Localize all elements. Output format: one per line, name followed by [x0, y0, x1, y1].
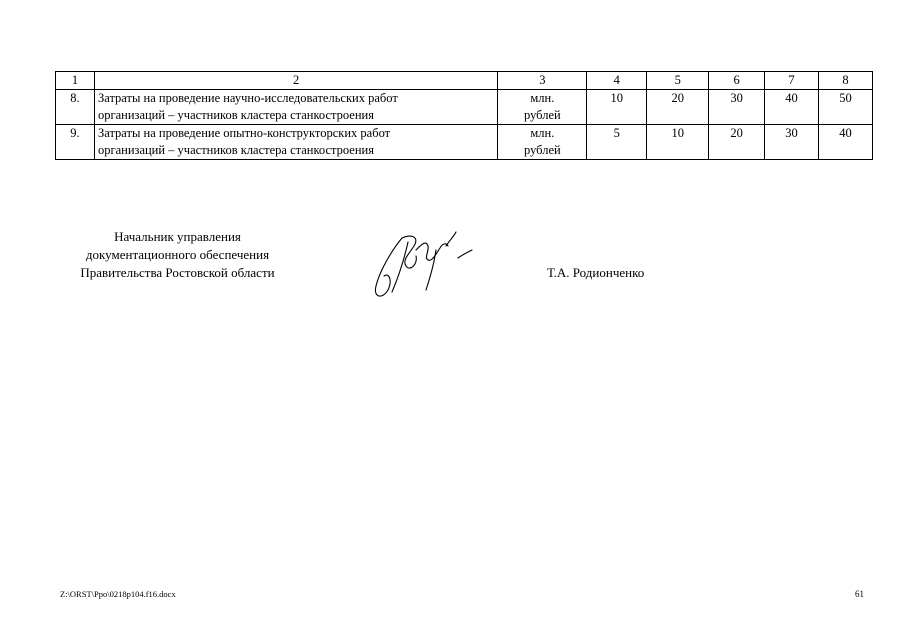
signatory-name: Т.А. Родионченко [547, 265, 645, 280]
value-cell: 10 [647, 125, 709, 160]
header-cell: 1 [56, 72, 95, 90]
header-cell: 2 [94, 72, 497, 90]
table-row [56, 90, 873, 125]
row-unit [498, 125, 587, 160]
row-unit-line: млн. [530, 91, 555, 105]
value-cell: 5 [587, 125, 647, 160]
header-cell: 7 [765, 72, 819, 90]
signatory-title-line: документационного обеспечения [85, 247, 270, 262]
handwritten-signature [362, 220, 482, 310]
header-cell: 4 [587, 72, 647, 90]
row-unit-line: рублей [524, 108, 561, 122]
footer-file-path: Z:\ORST\Ppo\0218p104.f16.docx [60, 589, 176, 599]
signatory-title-line: Правительства Ростовской области [80, 265, 275, 280]
value-cell: 10 [587, 90, 647, 125]
value-cell: 30 [765, 125, 819, 160]
header-cell: 8 [819, 72, 873, 90]
page-number: 61 [855, 589, 864, 599]
row-description-line: организаций – участников кластера станкостроения [97, 108, 374, 122]
header-cell: 6 [709, 72, 765, 90]
header-cell: 3 [498, 72, 587, 90]
row-unit [498, 90, 587, 125]
value-cell: 40 [765, 90, 819, 125]
signatory-title-line: Начальник управления [114, 229, 241, 244]
value-cell: 20 [647, 90, 709, 125]
data-table [55, 71, 873, 160]
value-cell: 50 [819, 90, 873, 125]
value-cell: 40 [819, 125, 873, 160]
row-description-line: Затраты на проведение научно-исследовательских работ [97, 91, 398, 105]
row-unit-line: рублей [524, 143, 561, 157]
row-description-line: организаций – участников кластера станкостроения [97, 143, 374, 157]
table-header-row [56, 72, 873, 90]
row-description [94, 125, 497, 160]
row-number: 9. [56, 125, 95, 160]
table-row [56, 125, 873, 160]
row-unit-line: млн. [530, 126, 555, 140]
row-description [94, 90, 497, 125]
row-description-line: Затраты на проведение опытно-конструкторских работ [97, 126, 391, 140]
row-number: 8. [56, 90, 95, 125]
value-cell: 20 [709, 125, 765, 160]
header-cell: 5 [647, 72, 709, 90]
signatory-title [55, 228, 300, 282]
value-cell: 30 [709, 90, 765, 125]
